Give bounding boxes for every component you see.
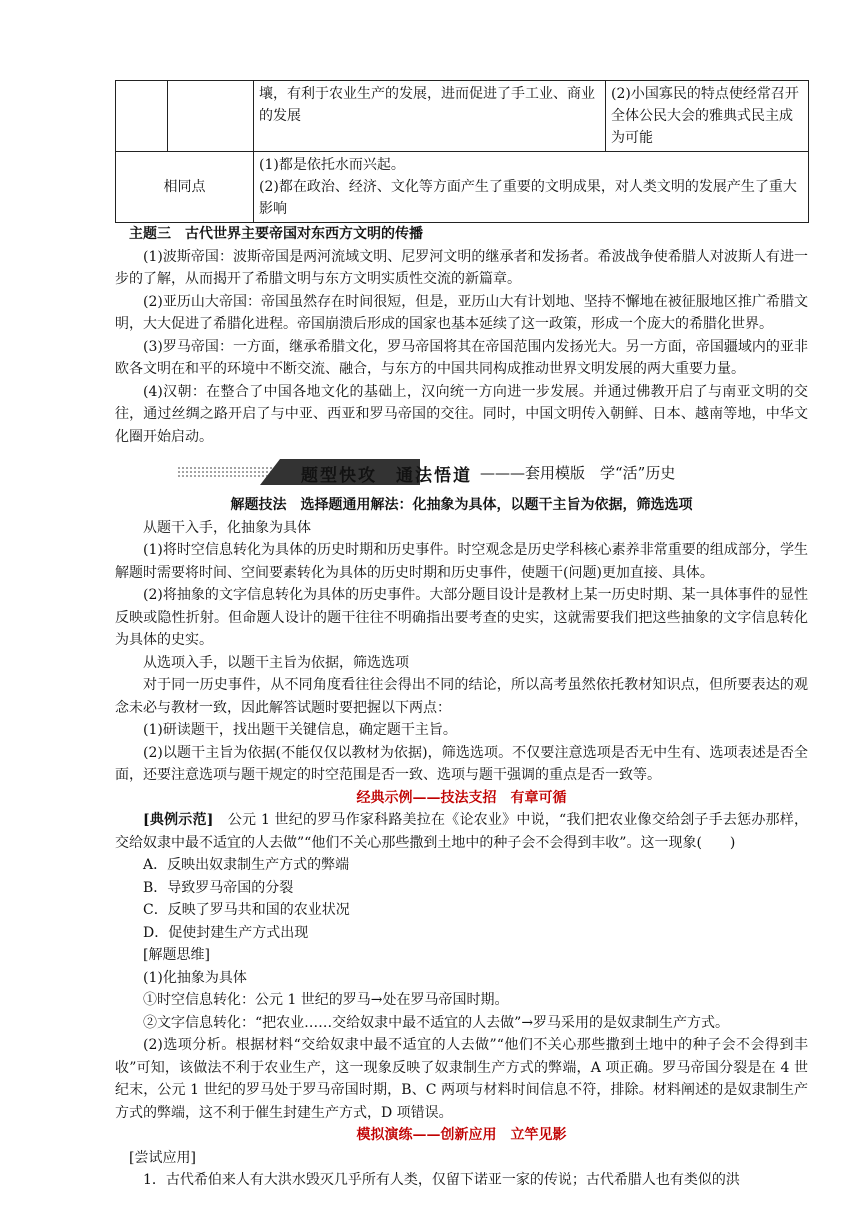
paragraph: (1)化抽象为具体 [143,969,247,986]
question-1: 1．古代希伯来人有大洪水毁灭几乎所有人类，仅留下诺亚一家的传说；古代希腊人也有类似的洪 [143,1172,740,1188]
table-cell: 壤，有利于农业生产的发展，进而促进了手工业、商业的发展 [254,81,606,152]
table-cell [254,152,809,223]
banner-title: 题型快攻 通法悟道 [301,466,472,486]
technique-heading: 解题技法 选择题通用解法：化抽象为具体，以题干主旨为依据，筛选选项 [230,497,693,513]
section-banner [115,458,808,486]
paragraph: (2)以题干主旨为依据(不能仅仅以教材为依据)，筛选选项。不仅要注意选项是否无中生有、选项表述是否全面，还要注意选项与题干规定的时空范围是否一致、选项与题干强调的重点是否一致等。 [115,744,808,783]
option-c: C．反映了罗马共和国的农业状况 [143,902,350,918]
comparison-table [115,80,809,223]
paragraph: (2)将抽象的文字信息转化为具体的历史事件。大部分题目设计是教材上某一历史时期、某一具体事件的显性反映或隐性折射。但命题人设计的题干往往不明确指出要考查的史实，这就需要我们把这些抽象的文字信息转化为具体的史实。 [115,587,808,648]
option-a: A．反映出奴隶制生产方式的弊端 [143,857,350,873]
technique-subheading: 从题干入手，化抽象为具体 [143,519,311,536]
example-stem-text: 公元 1 世纪的罗马作家科路美拉在《论农业》中说，“我们把农业像交给刽子手去惩办那样，交给奴隶中最不适宜的人去做”“他们不关心那些撒到土地中的种子会不会得到丰收”。这一现象( ) [115,812,808,851]
paragraph: (2)亚历山大帝国：帝国虽然存在时间很短，但是，亚历山大有计划地、坚持不懈地在被征服地区推广希腊文明，大大促进了希腊化进程。帝国崩溃后形成的国家也基本延续了这一政策，形成一个庞大的希腊化世界。 [115,293,808,332]
table-cell: (2)小国寡民的特点使经常召开全体公民大会的雅典式民主成为可能 [606,81,809,152]
table-row [116,81,809,152]
paragraph: (4)汉朝：在整合了中国各地文化的基础上，汉向统一方向进一步发展。并通过佛教开启了与南亚文明的交往，通过丝绸之路开启了与中亚、西亚和罗马帝国的交往。同时，中国文明传入朝鲜、日本、越南等地，中华文化圈开始启动。 [115,383,808,445]
option-b: B．导致罗马帝国的分裂 [143,879,294,896]
paragraph: 对于同一历史事件，从不同角度看往往会得出不同的结论，所以高考虽然依托教材知识点，但所要表达的观念未必与教材一致，因此解答试题时要把握以下两点： [115,677,808,716]
similarity-line-2: (2)都在政治、经济、文化等方面产生了重要的文明成果，对人类文明的发展产生了重大影响 [259,179,797,217]
paragraph: (1)波斯帝国：波斯帝国是两河流域文明、尼罗河文明的继承者和发扬者。希波战争使希腊人对波斯人有进一步的了解，从而揭开了希腊文明与东方文明实质性交流的新篇章。 [115,248,808,287]
similarity-line-1: (1)都是依托水而兴起。 [259,157,405,173]
table-cell-empty [168,81,254,152]
paragraph: (1)将时空信息转化为具体的历史时期和历史事件。时空观念是历史学科核心素养非常重要的组成部分，学生解题时需要将时间、空间要素转化为具体的历史时期和历史事件，使题干(问题)更加直接、具体。 [115,542,808,581]
example-label: [典例示范] [143,812,214,828]
table-row [116,152,809,223]
practice-label: [尝试应用] [129,1149,196,1166]
paragraph: ②文字信息转化：“把农业……交给奴隶中最不适宜的人去做”→罗马采用的是奴隶制生产方式。 [143,1014,730,1031]
technique-subheading: 从选项入手，以题干主旨为依据，筛选选项 [143,654,409,671]
banner-subtitle: ———套用模版 学“活”历史 [480,464,676,482]
practice-section-title: 模拟演练——创新应用 立竿见影 [356,1127,567,1143]
page [115,80,808,1192]
option-d: D．促使封建生产方式出现 [143,924,309,941]
thinking-label: [解题思维] [143,947,210,963]
theme3-heading: 主题三 古代世界主要帝国对东西方文明的传播 [129,226,423,242]
example-section-title: 经典示例——技法支招 有章可循 [356,789,567,806]
paragraph: ①时空信息转化：公元 1 世纪的罗马→处在罗马帝国时期。 [143,992,509,1008]
paragraph: (1)研读题干，找出题干关键信息，确定题干主旨。 [143,722,457,738]
table-row-label: 相同点 [116,152,254,223]
paragraph: (2)选项分析。根据材料“交给奴隶中最不适宜的人去做”“他们不关心那些撒到土地中的种子会不会得到丰收”可知，该做法不利于农业生产，这一现象反映了奴隶制生产方式的弊端，A 项正确。罗马帝国分裂是在 4 世纪末，公元 1 世纪的罗马处于罗马帝国时期，B、C 两项与材料时间信息不符，排除。材料阐述的是奴隶制生产方式的弊端，这不利于催生封建生产方式，D 项错误。 [115,1037,808,1121]
paragraph: (3)罗马帝国：一方面，继承希腊文化，罗马帝国将其在帝国范围内发扬光大。另一方面，帝国疆域内的亚非欧各文明在和平的环境中不断交流、融合，与东方的中国共同构成推动世界文明发展的两大重要力量。 [115,338,808,377]
example-stem [115,809,808,854]
table-cell-empty [116,81,168,152]
